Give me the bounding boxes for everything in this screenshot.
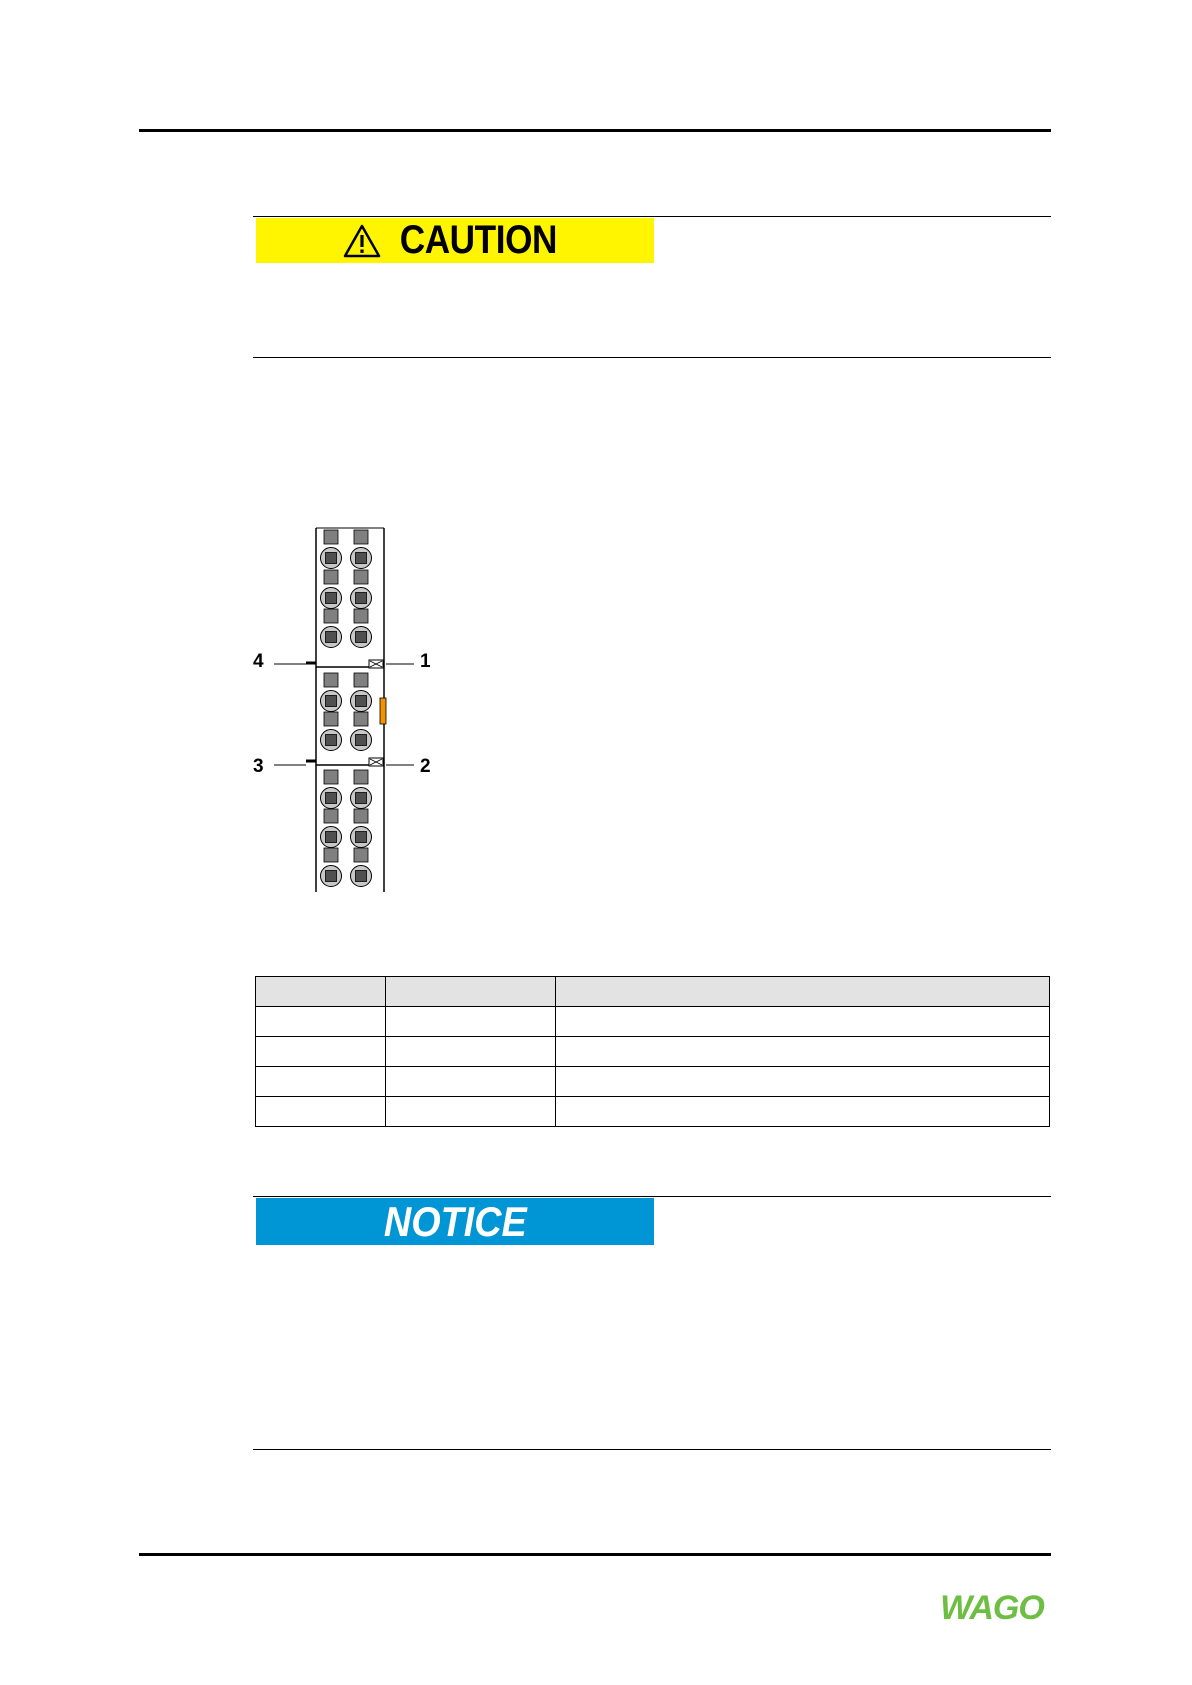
table-row [256,1007,1050,1037]
table-cell [256,1007,386,1037]
clamp-contact [326,793,337,804]
caution-label: CAUTION [399,218,557,262]
clamp-contact [356,735,367,746]
clamp-contact [326,553,337,564]
legend-table [255,976,1050,1127]
clamp-contact [326,593,337,604]
table-header-cell [256,977,386,1007]
table-cell [556,1037,1050,1067]
notice-badge [256,1198,654,1245]
caution-top-rule [253,216,1051,217]
table-row [256,1067,1050,1097]
release-button [354,809,368,823]
table-cell [386,1037,556,1067]
caution-bottom-rule [253,357,1051,358]
footer-rule [139,1553,1051,1556]
clamp-contact [326,632,337,643]
table-header-cell [386,977,556,1007]
release-button [324,809,338,823]
clamp-contact [356,593,367,604]
header-rule [139,129,1051,132]
notice-bottom-rule [253,1449,1051,1450]
table-cell [556,1097,1050,1127]
wago-logo-text: WAGO [940,1590,1044,1624]
warning-triangle-icon [343,224,381,258]
callout-4: 4 [253,651,264,672]
release-button [354,570,368,584]
release-button [324,530,338,544]
callout-1: 1 [420,651,431,672]
clamp-contact [356,793,367,804]
table-cell [256,1037,386,1067]
callout-2: 2 [420,756,431,777]
table-cell [256,1097,386,1127]
table-cell [386,1097,556,1127]
callout-3: 3 [253,756,264,777]
clamp-contact [326,832,337,843]
clamp-contact [356,553,367,564]
table-row [256,1097,1050,1127]
table-cell [556,1007,1050,1037]
release-button [324,570,338,584]
clamp-contact [356,871,367,882]
terminal-figure [250,520,450,895]
clamp-contact [356,832,367,843]
table-cell [386,1067,556,1097]
clamp-contact [356,632,367,643]
clamp-contact [326,735,337,746]
table-cell [386,1007,556,1037]
led-indicator [380,698,386,724]
table-cell [256,1067,386,1097]
notice-label: NOTICE [383,1197,527,1245]
release-button [324,848,338,862]
clamp-contact [356,696,367,707]
clamp-contact [326,871,337,882]
release-button [354,712,368,726]
release-button [354,673,368,687]
release-button [354,609,368,623]
clamp-contact [326,696,337,707]
release-button [354,770,368,784]
release-button [324,770,338,784]
release-button [324,673,338,687]
notice-top-rule [253,1196,1051,1197]
release-button [324,712,338,726]
release-button [354,848,368,862]
release-button [324,609,338,623]
table-header-cell [556,977,1050,1007]
wago-logo [932,1590,1052,1624]
table-row [256,1037,1050,1067]
table-cell [556,1067,1050,1097]
caution-badge [256,218,654,263]
release-button [354,530,368,544]
table-header-row [256,977,1050,1007]
